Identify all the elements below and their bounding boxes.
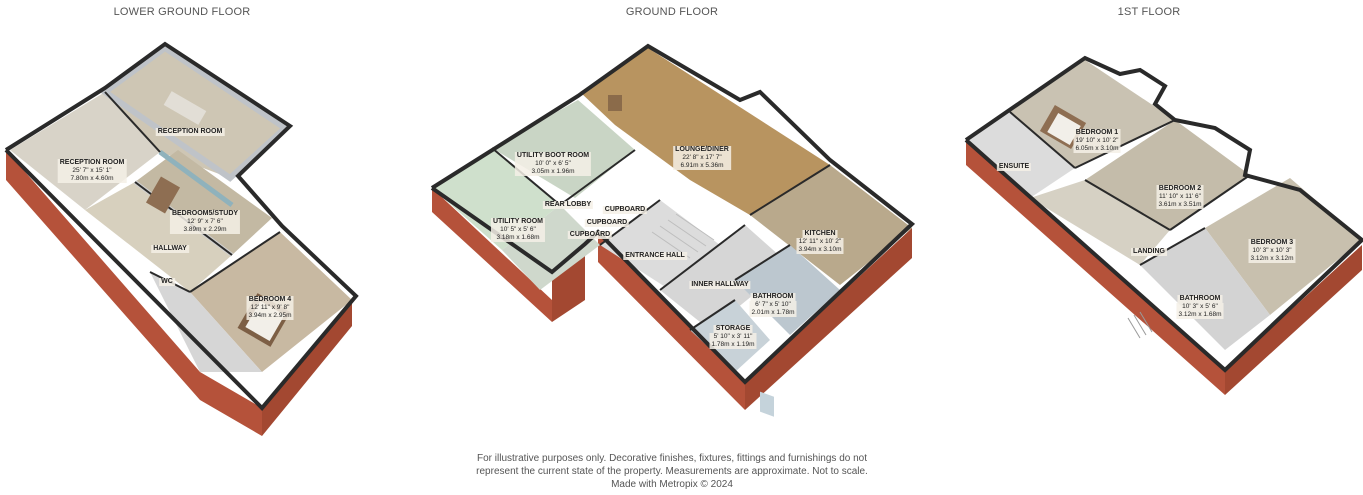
lower-ground-floor-title: LOWER GROUND FLOOR (113, 6, 251, 18)
room-label-reception-room: RECEPTION ROOM 25' 7" x 15' 1" 7.80m x 4.60m (59, 159, 125, 182)
room-label-bathroom-first: BATHROOM 10' 3" x 5' 6" 3.12m x 1.68m (1178, 295, 1222, 318)
room-label-reception-room-upper: RECEPTION ROOM (157, 128, 223, 135)
room-label-bathroom-ground: BATHROOM 6' 7" x 5' 10" 2.01m x 1.78m (751, 293, 795, 316)
disclaimer-line-1: For illustrative purposes only. Decorative finishes, fixtures, fittings and furnishings do not (477, 453, 867, 464)
room-label-bedroom5-study: BEDROOM5/STUDY 12' 9" x 7' 6" 3.89m x 2.29m (171, 210, 239, 233)
room-label-bedroom-3: BEDROOM 3 10' 3" x 10' 3" 3.12m x 3.12m (1250, 239, 1294, 262)
room-label-lounge-diner: LOUNGE/DINER 22' 8" x 17' 7" 6.91m x 5.36m (675, 146, 729, 169)
first-floor-title: 1ST FLOOR (1117, 6, 1181, 18)
disclaimer-text (442, 452, 902, 491)
room-label-bedroom-2: BEDROOM 2 11' 10" x 11' 6" 3.61m x 3.51m (1158, 185, 1202, 208)
first-floor-plan (966, 58, 1362, 395)
room-label-landing: LANDING (1133, 248, 1165, 255)
room-label-storage: STORAGE 5' 10" x 3' 11" 1.78m x 1.19m (711, 325, 755, 348)
room-label-bedroom-1: BEDROOM 1 19' 10" x 10' 2" 6.05m x 3.10m (1075, 129, 1119, 152)
room-label-ensuite: ENSUITE (998, 163, 1030, 170)
disclaimer-line-2: represent the current state of the property. Measurements are approximate. Not to scale. (476, 466, 868, 477)
room-label-kitchen: KITCHEN 12' 11" x 10' 2" 3.94m x 3.10m (798, 230, 842, 253)
room-label-wc: WC (161, 278, 173, 285)
room-label-cupboard-3: CUPBOARD (569, 231, 611, 238)
room-label-hallway: HALLWAY (153, 245, 187, 252)
lower-ground-floor-plan (6, 44, 356, 436)
room-label-cupboard-1: CUPBOARD (604, 206, 646, 213)
disclaimer-line-3: Made with Metropix © 2024 (611, 479, 733, 490)
room-label-utility-boot-room: UTILITY BOOT ROOM 10' 0" x 6' 5" 3.05m x 1.96m (516, 152, 590, 175)
room-label-entrance-hall: ENTRANCE HALL (625, 252, 685, 259)
room-label-rear-lobby: REAR LOBBY (544, 201, 592, 208)
room-label-utility-room: UTILITY ROOM 10' 5" x 5' 6" 3.18m x 1.68m (492, 218, 544, 241)
room-label-inner-hallway: INNER HALLWAY (691, 281, 749, 288)
room-label-bedroom-4: BEDROOM 4 12' 11" x 9' 8" 3.94m x 2.95m (248, 296, 292, 319)
ground-floor-title: GROUND FLOOR (625, 6, 719, 18)
room-label-cupboard-2: CUPBOARD (586, 219, 628, 226)
